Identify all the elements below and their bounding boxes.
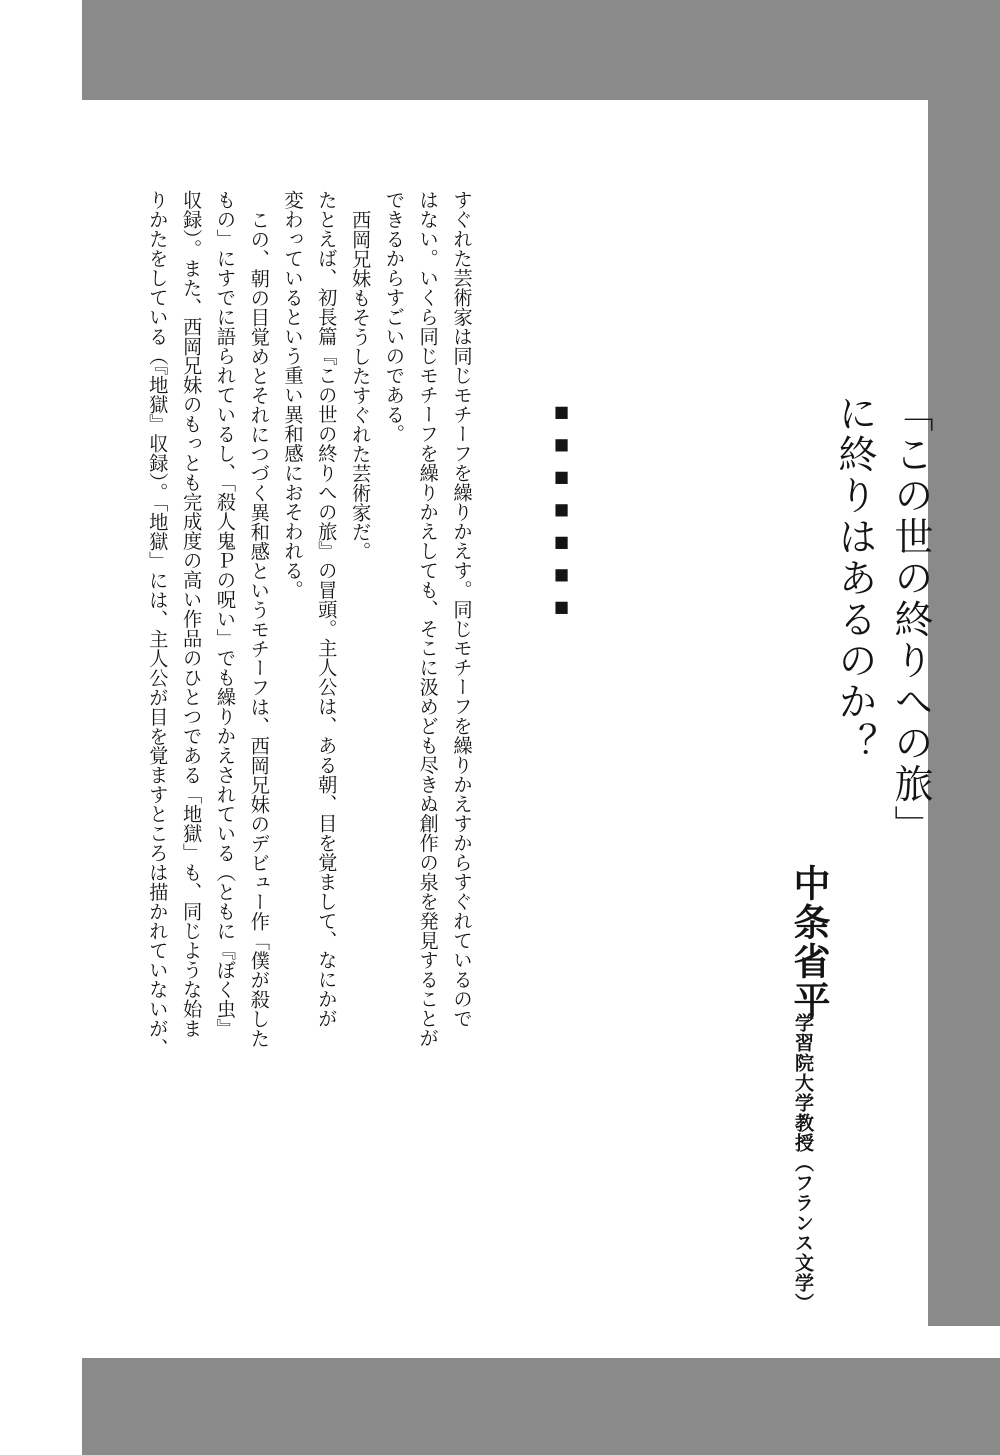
author-name: 中条省平 (787, 864, 830, 1020)
article-body (78, 190, 478, 1140)
right-gray-band (928, 100, 1000, 1326)
body-line: この、朝の目覚めとそれにつづく異和感というモチーフは、西岡兄妹のデビュー作「僕が殺した (247, 210, 271, 1049)
author-affiliation: 学習院大学教授（フランス文学） (792, 1013, 814, 1313)
article-title-line2: に終りはあるのか？ (832, 393, 877, 764)
body-line: りかたをしている（『地獄』収録）。「地獄」には、主人公が目を覚ますところは描かれていないが、 (145, 190, 169, 1058)
top-gray-band (82, 0, 1000, 100)
body-line: たとえば、初長篇『この世の終りへの旅』の冒頭。主人公は、ある朝、目を覚まして、なにかが (314, 190, 338, 1029)
body-line: 収録）。また、西岡兄妹のもっとも完成度の高い作品のひとつである「地獄」も、同じような始ま (179, 190, 203, 1038)
article-title-line1: 「この世の終りへの旅」 (888, 393, 933, 847)
article-title (826, 393, 938, 846)
body-line: もの」にすでに語られているし、「殺人鬼Ｐの呪い」でも繰りかえされている（ともに『ぼく虫』 (213, 190, 237, 1038)
body-line: できるからすごいのである。 (382, 190, 406, 444)
body-line: 変わっているという重い異和感におそわれる。 (281, 190, 305, 600)
ornament-squares: ■■■■■■■ (552, 402, 571, 630)
body-line: 西岡兄妹もそうしたすぐれた芸術家だ。 (348, 210, 372, 561)
body-line: はない。いくら同じモチーフを繰りかえしても、そこに汲めども尽きぬ創作の泉を発見することが (416, 190, 440, 1048)
body-line: すぐれた芸術家は同じモチーフを繰りかえす。同じモチーフを繰りかえすからすぐれているので (450, 190, 473, 1029)
bottom-gray-band (82, 1358, 1000, 1455)
